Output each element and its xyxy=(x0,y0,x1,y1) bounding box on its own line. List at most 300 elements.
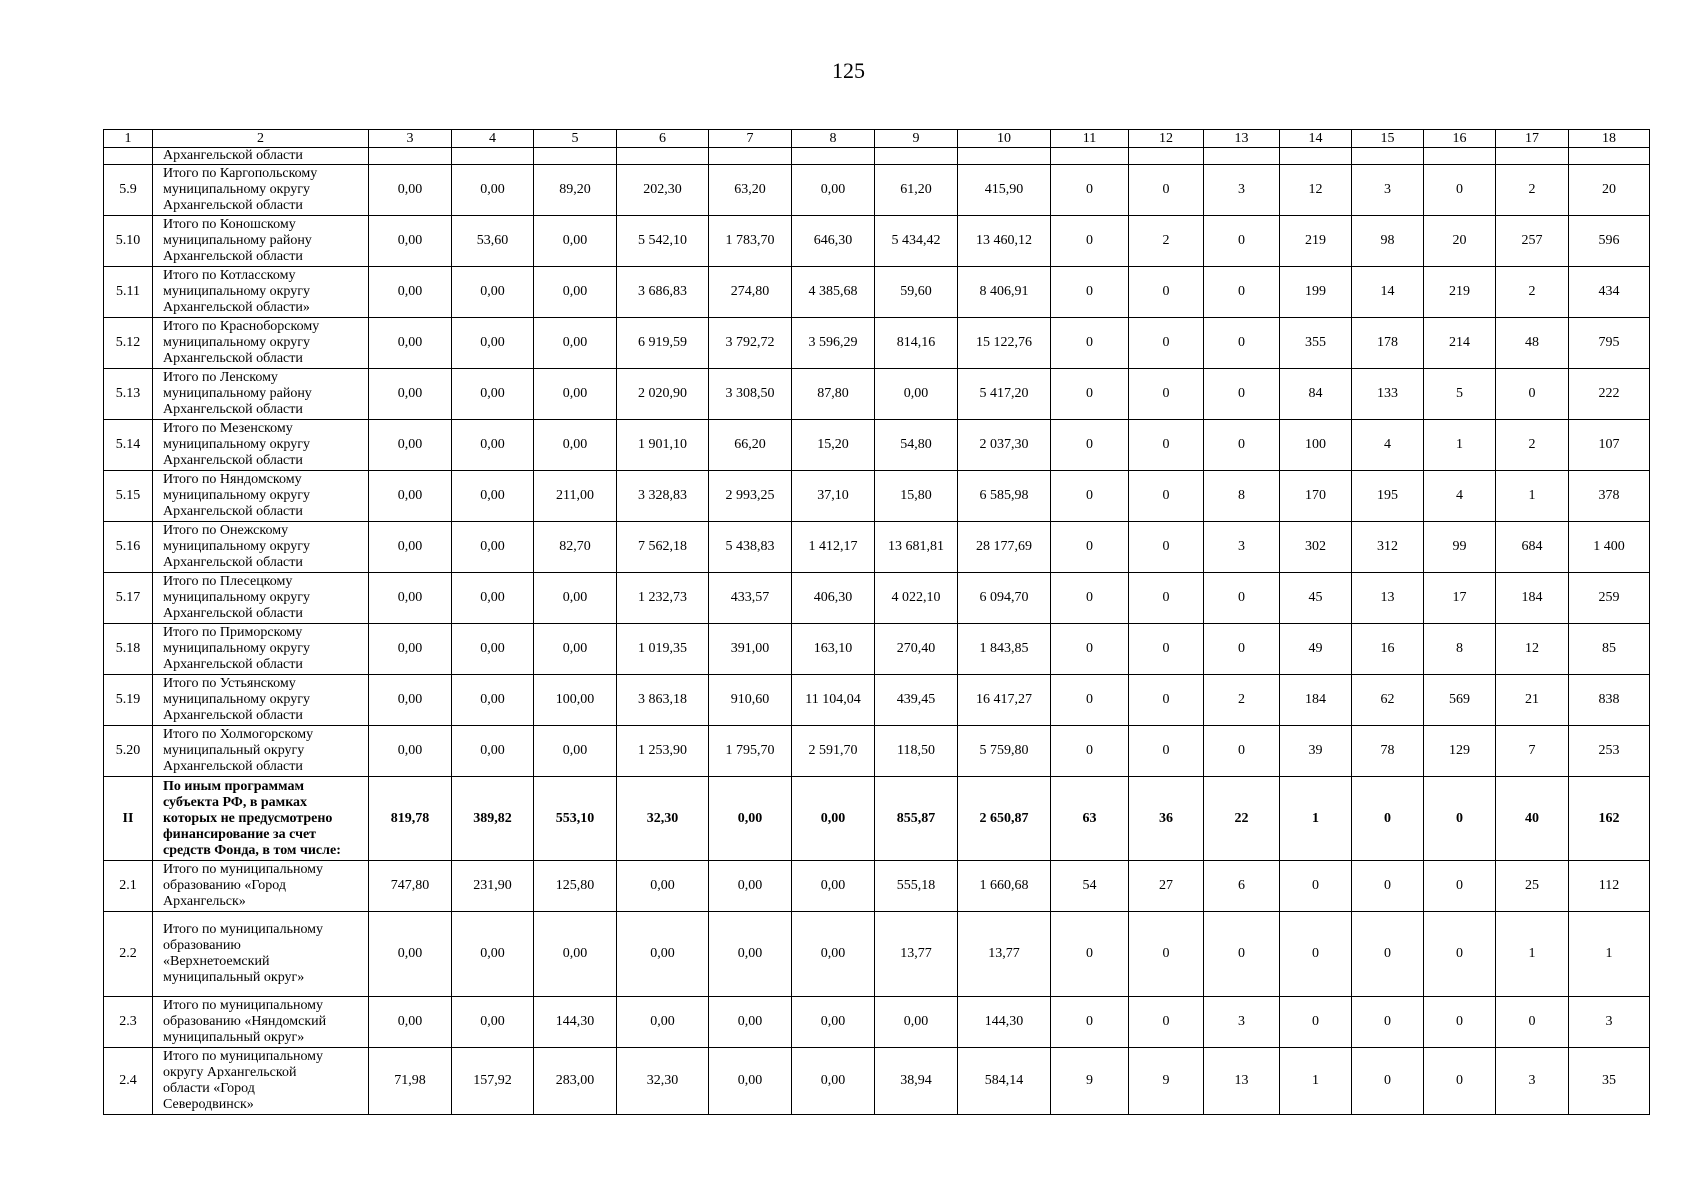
cell-value: 13 681,81 xyxy=(875,522,958,573)
cell-value: 20 xyxy=(1424,216,1496,267)
table-row xyxy=(104,861,1650,912)
cell-value: 0 xyxy=(1204,573,1280,624)
cell-value: 0,00 xyxy=(452,318,534,369)
cell-value: 1 xyxy=(1569,912,1650,997)
cell-value: 0,00 xyxy=(792,1048,875,1115)
cell-value: 5 417,20 xyxy=(958,369,1051,420)
cell-value: 0 xyxy=(1204,369,1280,420)
row-name-line: Архангельской области xyxy=(163,606,303,621)
row-name-line: Итого по Коношскому xyxy=(163,217,296,232)
cell-value: 274,80 xyxy=(709,267,792,318)
cell-value: 0 xyxy=(1129,267,1204,318)
cell-value: 0 xyxy=(1129,471,1204,522)
cell-value: 9 xyxy=(1129,1048,1204,1115)
cell-value: 0 xyxy=(1129,420,1204,471)
cell-value xyxy=(452,148,534,165)
row-name-line: муниципальному округу xyxy=(163,488,310,503)
cell-value: 270,40 xyxy=(875,624,958,675)
column-header: 4 xyxy=(452,130,534,148)
row-name-line: муниципальному округу xyxy=(163,437,310,452)
cell-value: 0 xyxy=(1129,997,1204,1048)
cell-value: 0 xyxy=(1051,165,1129,216)
cell-value: 133 xyxy=(1352,369,1424,420)
cell-value: 0 xyxy=(1424,912,1496,997)
cell-value: 0 xyxy=(1129,624,1204,675)
cell-value xyxy=(709,148,792,165)
cell-value: 0,00 xyxy=(534,624,617,675)
cell-value: 20 xyxy=(1569,165,1650,216)
table-row xyxy=(104,420,1650,471)
cell-value: 1 843,85 xyxy=(958,624,1051,675)
column-header: 2 xyxy=(153,130,369,148)
cell-value: 3 328,83 xyxy=(617,471,709,522)
column-header: 9 xyxy=(875,130,958,148)
row-name xyxy=(153,267,369,318)
cell-value: 0,00 xyxy=(452,420,534,471)
cell-value: 5 xyxy=(1424,369,1496,420)
cell-value: 0,00 xyxy=(709,861,792,912)
row-name-line: образованию xyxy=(163,938,241,953)
cell-value: 12 xyxy=(1496,624,1569,675)
cell-value: 0,00 xyxy=(875,997,958,1048)
cell-value: 5 759,80 xyxy=(958,726,1051,777)
cell-value: 0,00 xyxy=(452,471,534,522)
cell-value: 61,20 xyxy=(875,165,958,216)
cell-value: 12 xyxy=(1280,165,1352,216)
row-name xyxy=(153,997,369,1048)
row-number xyxy=(104,148,153,165)
row-name-line: Итого по Няндомскому xyxy=(163,472,302,487)
cell-value: 1 795,70 xyxy=(709,726,792,777)
cell-value: 5 542,10 xyxy=(617,216,709,267)
cell-value: 0 xyxy=(1352,861,1424,912)
cell-value: 78 xyxy=(1352,726,1424,777)
table-row xyxy=(104,624,1650,675)
cell-value: 0,00 xyxy=(792,912,875,997)
column-header: 15 xyxy=(1352,130,1424,148)
cell-value: 0 xyxy=(1051,912,1129,997)
cell-value: 0,00 xyxy=(534,912,617,997)
cell-value: 747,80 xyxy=(369,861,452,912)
cell-value: 0,00 xyxy=(534,573,617,624)
cell-value: 795 xyxy=(1569,318,1650,369)
column-header: 10 xyxy=(958,130,1051,148)
row-number: 2.1 xyxy=(104,861,153,912)
cell-value: 4 xyxy=(1352,420,1424,471)
row-name xyxy=(153,912,369,997)
row-name-line: Архангельской области xyxy=(163,759,303,774)
cell-value: 1 xyxy=(1280,1048,1352,1115)
row-name-line: Архангельской области xyxy=(163,249,303,264)
cell-value: 59,60 xyxy=(875,267,958,318)
cell-value: 199 xyxy=(1280,267,1352,318)
cell-value: 0 xyxy=(1280,997,1352,1048)
row-name-line: средств Фонда, в том числе: xyxy=(163,842,341,858)
row-name-line: Архангельской области xyxy=(163,148,303,163)
row-number: 5.18 xyxy=(104,624,153,675)
row-name-line: Итого по Котласскому xyxy=(163,268,296,283)
table-row xyxy=(104,1048,1650,1115)
row-name-line: Архангельской области xyxy=(163,351,303,366)
row-number: 5.12 xyxy=(104,318,153,369)
column-header: 11 xyxy=(1051,130,1129,148)
cell-value xyxy=(1496,148,1569,165)
cell-value: 2 993,25 xyxy=(709,471,792,522)
row-number: 5.13 xyxy=(104,369,153,420)
cell-value: 0,00 xyxy=(452,997,534,1048)
cell-value: 0 xyxy=(1280,861,1352,912)
cell-value: 3 xyxy=(1496,1048,1569,1115)
cell-value: 7 xyxy=(1496,726,1569,777)
cell-value: 100,00 xyxy=(534,675,617,726)
cell-value: 0,00 xyxy=(452,675,534,726)
cell-value: 0 xyxy=(1051,471,1129,522)
cell-value: 910,60 xyxy=(709,675,792,726)
cell-value: 25 xyxy=(1496,861,1569,912)
cell-value: 0 xyxy=(1129,726,1204,777)
cell-value: 8 406,91 xyxy=(958,267,1051,318)
cell-value: 0 xyxy=(1129,573,1204,624)
cell-value: 253 xyxy=(1569,726,1650,777)
row-name-line: финансирование за счет xyxy=(163,826,317,842)
row-number: 2.4 xyxy=(104,1048,153,1115)
cell-value: 118,50 xyxy=(875,726,958,777)
cell-value: 855,87 xyxy=(875,777,958,861)
cell-value: 7 562,18 xyxy=(617,522,709,573)
cell-value: 0,00 xyxy=(617,997,709,1048)
cell-value: 2 xyxy=(1496,165,1569,216)
cell-value: 211,00 xyxy=(534,471,617,522)
cell-value: 162 xyxy=(1569,777,1650,861)
cell-value: 259 xyxy=(1569,573,1650,624)
page-number: 125 xyxy=(832,58,865,83)
cell-value: 2 xyxy=(1496,267,1569,318)
cell-value xyxy=(1204,148,1280,165)
cell-value xyxy=(875,148,958,165)
cell-value xyxy=(1129,148,1204,165)
row-name xyxy=(153,573,369,624)
cell-value: 100 xyxy=(1280,420,1352,471)
cell-value: 82,70 xyxy=(534,522,617,573)
cell-value: 8 xyxy=(1424,624,1496,675)
cell-value: 13 460,12 xyxy=(958,216,1051,267)
row-number: 5.15 xyxy=(104,471,153,522)
cell-value: 0 xyxy=(1051,318,1129,369)
row-name xyxy=(153,148,369,165)
cell-value: 144,30 xyxy=(534,997,617,1048)
cell-value: 219 xyxy=(1280,216,1352,267)
cell-value xyxy=(1424,148,1496,165)
cell-value: 0 xyxy=(1051,675,1129,726)
row-name-line: Северодвинск» xyxy=(163,1097,254,1112)
cell-value: 1 xyxy=(1280,777,1352,861)
cell-value: 0 xyxy=(1424,165,1496,216)
table-row xyxy=(104,318,1650,369)
row-name-line: муниципальному округу xyxy=(163,590,310,605)
cell-value: 433,57 xyxy=(709,573,792,624)
cell-value: 170 xyxy=(1280,471,1352,522)
row-name-line: Итого по Мезенскому xyxy=(163,421,293,436)
row-name-line: Итого по муниципальному xyxy=(163,922,324,937)
cell-value: 0,00 xyxy=(617,861,709,912)
cell-value: 1 xyxy=(1496,471,1569,522)
cell-value: 13 xyxy=(1204,1048,1280,1115)
cell-value: 231,90 xyxy=(452,861,534,912)
cell-value: 0,00 xyxy=(534,216,617,267)
cell-value: 13 xyxy=(1352,573,1424,624)
row-name-line: образованию «Город xyxy=(163,878,286,893)
data-table xyxy=(103,129,1650,1115)
cell-value: 0 xyxy=(1129,522,1204,573)
cell-value: 84 xyxy=(1280,369,1352,420)
row-name-line: муниципальному округу xyxy=(163,641,310,656)
cell-value: 0 xyxy=(1051,624,1129,675)
row-name-line: Архангельской области xyxy=(163,657,303,672)
cell-value: 0 xyxy=(1051,997,1129,1048)
column-header: 7 xyxy=(709,130,792,148)
column-header: 13 xyxy=(1204,130,1280,148)
row-name-line: Итого по муниципальному xyxy=(163,862,324,877)
cell-value: 0,00 xyxy=(534,318,617,369)
row-name-line: Итого по Каргопольскому xyxy=(163,166,318,181)
cell-value: 0,00 xyxy=(369,912,452,997)
table-row xyxy=(104,148,1650,165)
cell-value: 2 xyxy=(1496,420,1569,471)
cell-value: 16 417,27 xyxy=(958,675,1051,726)
cell-value: 0,00 xyxy=(709,997,792,1048)
cell-value: 14 xyxy=(1352,267,1424,318)
row-name-line: муниципальный округу xyxy=(163,743,305,758)
row-name-line: Итого по муниципальному xyxy=(163,1049,324,1064)
cell-value: 0,00 xyxy=(452,267,534,318)
cell-value: 219 xyxy=(1424,267,1496,318)
cell-value: 6 919,59 xyxy=(617,318,709,369)
cell-value: 0 xyxy=(1496,997,1569,1048)
cell-value: 0 xyxy=(1204,216,1280,267)
table-row xyxy=(104,912,1650,997)
row-name-line: округу Архангельской xyxy=(163,1065,297,1080)
table-row xyxy=(104,165,1650,216)
cell-value: 5 434,42 xyxy=(875,216,958,267)
cell-value: 0 xyxy=(1280,912,1352,997)
cell-value: 21 xyxy=(1496,675,1569,726)
cell-value: 2 020,90 xyxy=(617,369,709,420)
column-header: 18 xyxy=(1569,130,1650,148)
cell-value: 87,80 xyxy=(792,369,875,420)
cell-value: 0 xyxy=(1051,267,1129,318)
cell-value: 15,20 xyxy=(792,420,875,471)
cell-value: 0 xyxy=(1129,912,1204,997)
cell-value: 0 xyxy=(1424,777,1496,861)
cell-value: 0,00 xyxy=(452,369,534,420)
cell-value: 0,00 xyxy=(534,369,617,420)
cell-value: 202,30 xyxy=(617,165,709,216)
cell-value: 6 xyxy=(1204,861,1280,912)
cell-value: 5 438,83 xyxy=(709,522,792,573)
cell-value: 1 019,35 xyxy=(617,624,709,675)
row-name-line: Архангельской области» xyxy=(163,300,310,315)
row-name xyxy=(153,777,369,861)
cell-value: 0 xyxy=(1352,912,1424,997)
column-header: 12 xyxy=(1129,130,1204,148)
cell-value: 107 xyxy=(1569,420,1650,471)
row-name-line: муниципальный округ» xyxy=(163,970,305,985)
cell-value xyxy=(1280,148,1352,165)
cell-value: 0,00 xyxy=(617,912,709,997)
cell-value: 32,30 xyxy=(617,777,709,861)
cell-value: 178 xyxy=(1352,318,1424,369)
row-name-line: муниципальный округ» xyxy=(163,1030,305,1045)
cell-value: 13,77 xyxy=(958,912,1051,997)
cell-value: 1 412,17 xyxy=(792,522,875,573)
cell-value: 569 xyxy=(1424,675,1496,726)
cell-value: 49 xyxy=(1280,624,1352,675)
row-name-line: Итого по Ленскому xyxy=(163,370,278,385)
cell-value: 3 792,72 xyxy=(709,318,792,369)
row-name-line: области «Город xyxy=(163,1081,255,1096)
cell-value: 99 xyxy=(1424,522,1496,573)
cell-value: 838 xyxy=(1569,675,1650,726)
row-name xyxy=(153,471,369,522)
cell-value: 62 xyxy=(1352,675,1424,726)
row-name-line: Итого по Устьянскому xyxy=(163,676,296,691)
cell-value: 40 xyxy=(1496,777,1569,861)
row-name-line: образованию «Няндомский xyxy=(163,1014,327,1029)
table-row xyxy=(104,522,1650,573)
row-number: II xyxy=(104,777,153,861)
cell-value: 1 xyxy=(1496,912,1569,997)
row-name-line: Архангельской области xyxy=(163,504,303,519)
column-header: 16 xyxy=(1424,130,1496,148)
cell-value xyxy=(792,148,875,165)
cell-value: 0,00 xyxy=(875,369,958,420)
cell-value: 36 xyxy=(1129,777,1204,861)
table-row xyxy=(104,675,1650,726)
row-name-line: Архангельской области xyxy=(163,453,303,468)
cell-value: 0,00 xyxy=(709,912,792,997)
cell-value: 283,00 xyxy=(534,1048,617,1115)
cell-value xyxy=(1352,148,1424,165)
cell-value: 28 177,69 xyxy=(958,522,1051,573)
cell-value: 0,00 xyxy=(792,997,875,1048)
cell-value: 6 094,70 xyxy=(958,573,1051,624)
cell-value: 163,10 xyxy=(792,624,875,675)
cell-value: 195 xyxy=(1352,471,1424,522)
cell-value: 3 xyxy=(1204,522,1280,573)
cell-value: 312 xyxy=(1352,522,1424,573)
cell-value: 22 xyxy=(1204,777,1280,861)
cell-value: 4 385,68 xyxy=(792,267,875,318)
cell-value: 0,00 xyxy=(452,726,534,777)
row-number: 5.20 xyxy=(104,726,153,777)
cell-value: 0 xyxy=(1051,573,1129,624)
cell-value: 184 xyxy=(1280,675,1352,726)
cell-value: 0 xyxy=(1424,1048,1496,1115)
cell-value: 3 686,83 xyxy=(617,267,709,318)
cell-value: 2 xyxy=(1204,675,1280,726)
cell-value: 415,90 xyxy=(958,165,1051,216)
cell-value: 555,18 xyxy=(875,861,958,912)
row-name xyxy=(153,369,369,420)
row-name xyxy=(153,624,369,675)
cell-value: 391,00 xyxy=(709,624,792,675)
cell-value: 4 022,10 xyxy=(875,573,958,624)
cell-value: 3 xyxy=(1569,997,1650,1048)
cell-value: 0 xyxy=(1496,369,1569,420)
table-row xyxy=(104,369,1650,420)
row-number: 2.2 xyxy=(104,912,153,997)
cell-value: 257 xyxy=(1496,216,1569,267)
cell-value: 6 585,98 xyxy=(958,471,1051,522)
cell-value: 0,00 xyxy=(369,267,452,318)
cell-value: 71,98 xyxy=(369,1048,452,1115)
row-name xyxy=(153,1048,369,1115)
cell-value: 0 xyxy=(1051,726,1129,777)
cell-value: 1 253,90 xyxy=(617,726,709,777)
cell-value: 2 650,87 xyxy=(958,777,1051,861)
cell-value: 1 660,68 xyxy=(958,861,1051,912)
cell-value: 0 xyxy=(1204,912,1280,997)
column-header: 6 xyxy=(617,130,709,148)
cell-value: 214 xyxy=(1424,318,1496,369)
cell-value: 0,00 xyxy=(369,726,452,777)
row-name-line: Итого по Плесецкому xyxy=(163,574,293,589)
row-name-line: Архангельской области xyxy=(163,198,303,213)
cell-value: 1 400 xyxy=(1569,522,1650,573)
cell-value: 129 xyxy=(1424,726,1496,777)
row-name xyxy=(153,726,369,777)
cell-value: 0 xyxy=(1129,369,1204,420)
cell-value: 1 232,73 xyxy=(617,573,709,624)
row-name xyxy=(153,216,369,267)
row-name-line: Архангельской области xyxy=(163,402,303,417)
cell-value: 125,80 xyxy=(534,861,617,912)
row-name-line: субъекта РФ, в рамках xyxy=(163,794,308,810)
row-name-line: Итого по Онежскому xyxy=(163,523,289,538)
row-number: 5.16 xyxy=(104,522,153,573)
cell-value: 38,94 xyxy=(875,1048,958,1115)
cell-value: 0,00 xyxy=(369,369,452,420)
cell-value xyxy=(617,148,709,165)
column-header: 5 xyxy=(534,130,617,148)
cell-value: 0,00 xyxy=(369,573,452,624)
cell-value: 35 xyxy=(1569,1048,1650,1115)
cell-value: 0,00 xyxy=(534,267,617,318)
row-number: 5.17 xyxy=(104,573,153,624)
row-name xyxy=(153,675,369,726)
table-row xyxy=(104,216,1650,267)
cell-value: 9 xyxy=(1051,1048,1129,1115)
table-row xyxy=(104,726,1650,777)
cell-value: 0,00 xyxy=(369,624,452,675)
cell-value: 439,45 xyxy=(875,675,958,726)
cell-value: 646,30 xyxy=(792,216,875,267)
cell-value: 355 xyxy=(1280,318,1352,369)
cell-value: 0 xyxy=(1424,997,1496,1048)
cell-value xyxy=(534,148,617,165)
cell-value: 15 122,76 xyxy=(958,318,1051,369)
cell-value: 0,00 xyxy=(792,861,875,912)
row-name xyxy=(153,861,369,912)
cell-value: 434 xyxy=(1569,267,1650,318)
row-number: 2.3 xyxy=(104,997,153,1048)
cell-value xyxy=(369,148,452,165)
cell-value: 53,60 xyxy=(452,216,534,267)
cell-value: 0,00 xyxy=(369,420,452,471)
cell-value: 0,00 xyxy=(369,997,452,1048)
cell-value: 0 xyxy=(1352,777,1424,861)
row-name-line: «Верхнетоемский xyxy=(163,954,270,969)
